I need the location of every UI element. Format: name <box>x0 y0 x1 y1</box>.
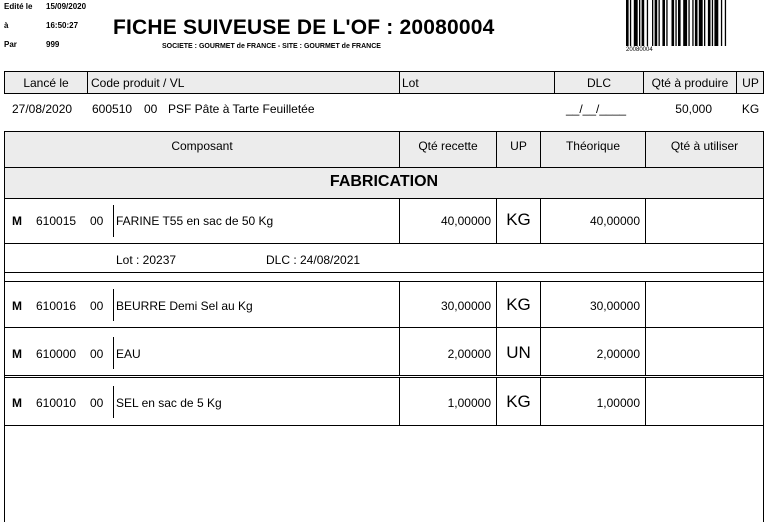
row-lot: Lot : 20237 <box>116 253 177 267</box>
row-name: SEL en sac de 5 Kg <box>116 396 222 410</box>
row-theoretical: 30,00000 <box>589 299 640 313</box>
row-qty-recipe: 40,00000 <box>440 214 491 228</box>
row-theoretical: 2,00000 <box>596 347 640 361</box>
barcode-text: 20080004 <box>626 47 653 53</box>
row-qty-recipe: 2,00000 <box>447 347 491 361</box>
row-theoretical: 40,00000 <box>589 214 640 228</box>
dlc-header: DLC <box>586 76 611 90</box>
product-code-value: 600510 <box>92 102 133 116</box>
barcode-image <box>624 0 764 50</box>
page-title: FICHE SUIVEUSE DE L'OF : 20080004 <box>113 16 495 39</box>
lot-header: Lot <box>402 76 419 90</box>
up-value: KG <box>741 102 760 116</box>
row-up: KG <box>506 392 531 411</box>
qty-to-use-header: Qté à utiliser <box>670 139 739 153</box>
launched-value: 27/08/2020 <box>12 102 73 116</box>
product-name-value: PSF Pâte à Tarte Feuilletée <box>168 102 315 116</box>
row-qty-recipe: 30,00000 <box>440 299 491 313</box>
row-code: 610000 <box>36 347 77 361</box>
launched-header: Lancé le <box>23 76 69 90</box>
row-vl: 00 <box>90 347 104 361</box>
row-code: 610010 <box>36 396 77 410</box>
row-vl: 00 <box>90 214 104 228</box>
at-label: à <box>4 21 9 30</box>
row-dlc: DLC : 24/08/2021 <box>266 253 361 267</box>
row-name: FARINE T55 en sac de 50 Kg <box>116 214 274 228</box>
edited-date: 15/09/2020 <box>46 2 87 11</box>
row-code: 610016 <box>36 299 77 313</box>
row-qty-recipe: 1,00000 <box>447 396 491 410</box>
qty-to-produce-value: 50,000 <box>675 102 712 116</box>
row-vl: 00 <box>90 396 104 410</box>
product-code-header: Code produit / VL <box>91 76 185 90</box>
by-user: 999 <box>46 40 60 49</box>
vl-value: 00 <box>144 102 158 116</box>
up-col-header: UP <box>510 139 527 153</box>
row-up: KG <box>506 295 531 314</box>
row-theoretical: 1,00000 <box>596 396 640 410</box>
row-up: KG <box>506 210 531 229</box>
qty-recipe-header: Qté recette <box>418 139 478 153</box>
dlc-value: __/__/____ <box>566 102 627 116</box>
row-code: 610015 <box>36 214 77 228</box>
at-time: 16:50:27 <box>46 21 79 30</box>
component-header: Composant <box>171 139 233 153</box>
row-up: UN <box>506 343 531 362</box>
edited-label: Edité le <box>4 2 33 11</box>
by-label: Par <box>4 40 17 49</box>
row-type: M <box>12 299 22 313</box>
row-name: BEURRE Demi Sel au Kg <box>116 299 253 313</box>
section-title: FABRICATION <box>329 173 439 190</box>
row-type: M <box>12 396 22 410</box>
up-header: UP <box>742 76 759 90</box>
qty-to-produce-header: Qté à produire <box>651 76 729 90</box>
row-type: M <box>12 347 22 361</box>
row-name: EAU <box>116 347 141 361</box>
row-type: M <box>12 214 22 228</box>
row-vl: 00 <box>90 299 104 313</box>
theoretical-header: Théorique <box>565 139 621 153</box>
page-subtitle: SOCIETE : GOURMET de FRANCE - SITE : GOURMET de FRANCE <box>162 43 381 50</box>
